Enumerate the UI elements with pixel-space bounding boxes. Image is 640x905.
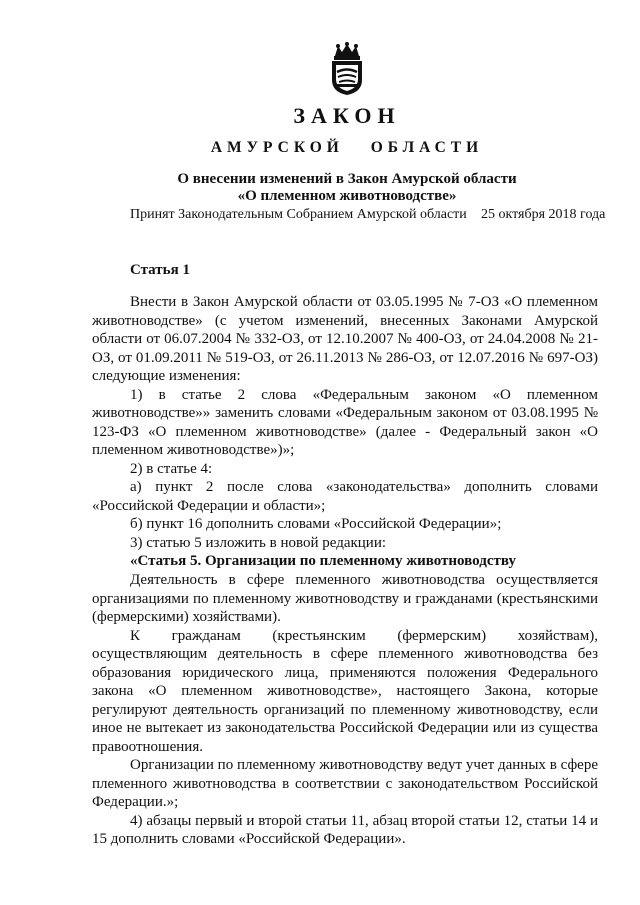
paragraph: Организации по племенному животноводству ведут учет данных в сфере племенного животноводства в соответствии с законодательством Российской Федерации.»;	[92, 757, 598, 810]
subtitle-line-2: «О племенном животноводстве»	[237, 188, 457, 204]
law-title: ЗАКОН	[293, 103, 401, 128]
paragraph: а) пункт 2 после слова «законодательства» дополнить словами «Российской Федерации и области»;	[92, 479, 598, 514]
subtitle-line-1: О внесении изменений в Закон Амурской области	[177, 171, 517, 187]
paragraph: 3) статью 5 изложить в новой редакции:	[130, 534, 387, 551]
paragraph: 4) абзацы первый и второй статьи 11, абзац второй статьи 12, статьи 14 и 15 дополнить словами «Российской Федерации».	[92, 812, 598, 847]
paragraph: б) пункт 16 дополнить словами «Российской Федерации»;	[130, 516, 502, 532]
region-title: АМУРСКОЙ ОБЛАСТИ	[210, 139, 484, 156]
article-body-part-1	[92, 293, 598, 571]
adopted-by-text: Принят Законодательным Собранием Амурской области	[130, 207, 467, 222]
paragraph: Деятельность в сфере племенного животноводства осуществляется организациями по племенному животноводству и гражданами (крестьянскими (фермерскими) хозяйствами).	[92, 572, 598, 625]
article-heading: Статья 1	[130, 262, 190, 278]
paragraph: 1) в статье 2 слова «Федеральным законом «О племенном животноводстве»» заменить словами «Федеральным законом от 03.08.1995 № 123-ФЗ «О племенном животноводстве» (далее - Федеральный закон «О племенном животноводстве»)»;	[92, 386, 598, 458]
article-body-part-2	[92, 571, 598, 849]
document-subtitle	[0, 171, 640, 205]
paragraph: 2) в статье 4:	[130, 460, 213, 477]
adopted-date: 25 октября 2018 года	[481, 207, 606, 222]
paragraph: К гражданам (крестьянским (фермерским) хозяйствам), осуществляющим деятельность в сфере племенного животноводства без образования юридического лица, применяются положения Федерального закона «О племенном животноводстве», настоящего Закона, которые регулируют деятельность организаций по племенному животноводству, если иное не вытекает из законодательства Российской Федерации или из существа правоотношения.	[92, 627, 598, 755]
new-article-heading: «Статья 5. Организации по племенному животноводству	[130, 553, 516, 569]
paragraph: Внести в Закон Амурской области от 03.05.1995 № 7-ОЗ «О племенном животноводстве» (с учетом изменений, внесенных Законами Амурской области от 06.07.2004 № 332-ОЗ, от 12.10.2007 № 400-ОЗ, от 24.04.2008 № 21-ОЗ, от 01.09.2011 № 519-ОЗ, от 26.11.2013 № 286-ОЗ, от 12.07.2016 № 697-ОЗ) следующие изменения:	[92, 294, 598, 384]
coat-of-arms-icon	[327, 42, 367, 96]
